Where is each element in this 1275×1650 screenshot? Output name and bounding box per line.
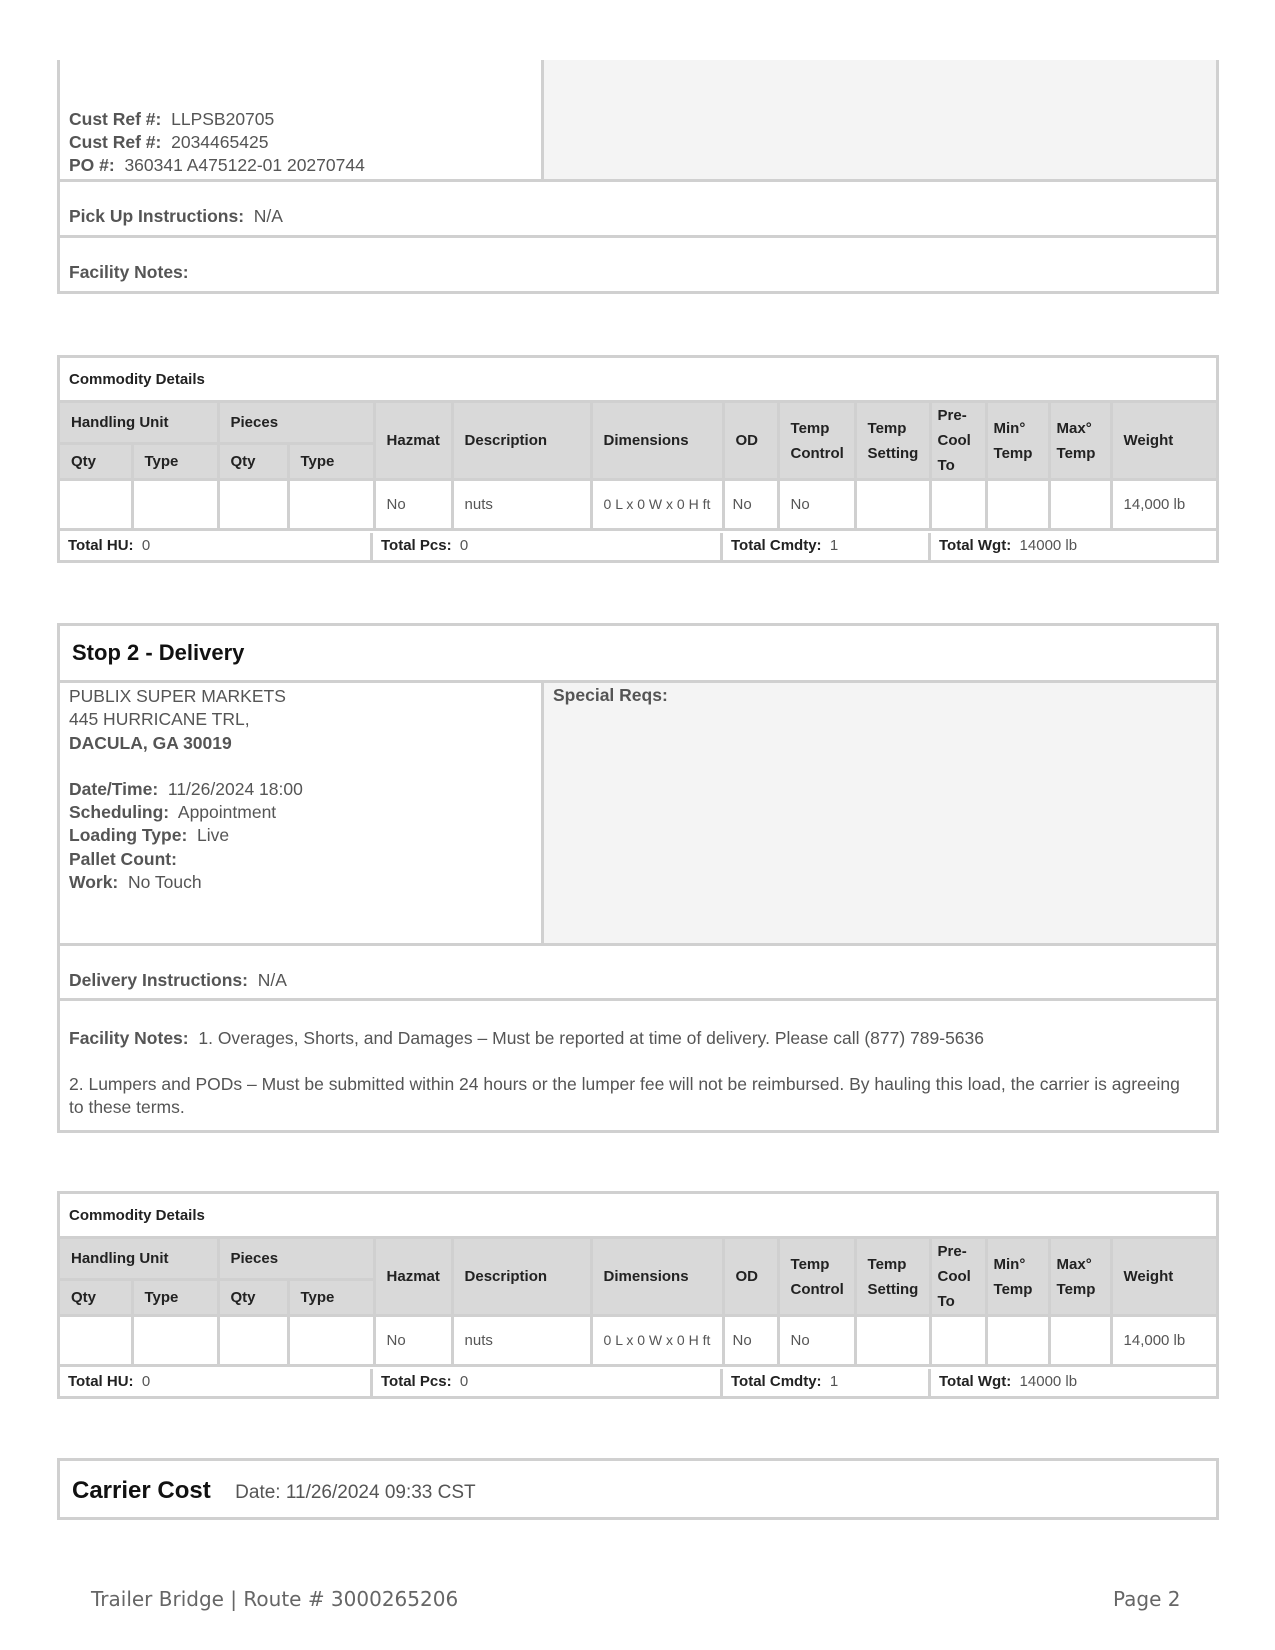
stop-2-section (57, 623, 1219, 1133)
commodity-title: Commodity Details (60, 358, 1216, 403)
facility-name: PUBLIX SUPER MARKETS (69, 686, 286, 706)
header-pcs-qty: Qty (218, 444, 288, 480)
header-min-temp: Min° Temp (986, 403, 1049, 480)
cell-weight: 14,000 lb (1111, 480, 1216, 530)
cell-temp-control: No (778, 1316, 855, 1366)
header-pre-cool: Pre-Cool To (930, 403, 986, 480)
cell-temp-control: No (778, 480, 855, 530)
total-hu: Total HU: 0 (68, 1373, 151, 1390)
header-pcs-type: Type (288, 444, 374, 480)
header-hu-qty: Qty (60, 444, 132, 480)
header-pcs-type: Type (288, 1280, 374, 1316)
total-pcs: Total Pcs: 0 (370, 1369, 720, 1396)
table-row (60, 480, 1216, 530)
header-max-temp: Max° Temp (1049, 403, 1111, 480)
header-hu-type: Type (132, 444, 218, 480)
cell-weight: 14,000 lb (1111, 1316, 1216, 1366)
cell-pcs-type (288, 1316, 374, 1366)
facility-note-1: Facility Notes: 1. Overages, Shorts, and Damages – Must be reported at time of delivery. Please call (877) 789-5636 (69, 1028, 985, 1048)
header-dimensions: Dimensions (591, 403, 723, 480)
commodity-details-2 (57, 1191, 1219, 1399)
header-dimensions: Dimensions (591, 1239, 723, 1316)
stop-1-section (57, 60, 1219, 294)
header-hazmat: Hazmat (374, 403, 452, 480)
commodity-title: Commodity Details (60, 1194, 1216, 1239)
cell-hu-type (132, 480, 218, 530)
cell-description: nuts (452, 1316, 591, 1366)
delivery-address-block (60, 683, 544, 946)
facility-notes: Facility Notes: (69, 262, 189, 282)
special-reqs-panel (544, 60, 1216, 179)
header-od: OD (723, 1239, 778, 1316)
total-wgt: Total Wgt: 14000 lb (928, 533, 1216, 560)
footer-route: Trailer Bridge | Route # 3000265206 (91, 1587, 459, 1611)
header-od: OD (723, 403, 778, 480)
total-hu: Total HU: 0 (68, 537, 151, 554)
header-hu-qty: Qty (60, 1280, 132, 1316)
commodity-details-1 (57, 355, 1219, 563)
city-state-zip: DACULA, GA 30019 (69, 732, 232, 753)
special-reqs-label: Special Reqs: (553, 685, 668, 705)
cell-od: No (723, 1316, 778, 1366)
cell-max-temp (1049, 1316, 1111, 1366)
po-number: PO #: 360341 A475122-01 20270744 (69, 155, 365, 175)
header-handling-unit: Handling Unit (60, 1239, 218, 1280)
header-hu-type: Type (132, 1280, 218, 1316)
cell-pre-cool (930, 480, 986, 530)
header-min-temp: Min° Temp (986, 1239, 1049, 1316)
commodity-totals (60, 533, 1216, 560)
cell-hazmat: No (374, 1316, 452, 1366)
date-time: Date/Time: 11/26/2024 18:00 (69, 778, 303, 799)
header-max-temp: Max° Temp (1049, 1239, 1111, 1316)
total-cmdty: Total Cmdty: 1 (720, 533, 928, 560)
cell-description: nuts (452, 480, 591, 530)
stop-2-title: Stop 2 - Delivery (60, 626, 1216, 683)
street-address: 445 HURRICANE TRL, (69, 709, 250, 730)
cell-hazmat: No (374, 480, 452, 530)
header-handling-unit: Handling Unit (60, 403, 218, 444)
cell-hu-qty (60, 1316, 132, 1366)
scheduling: Scheduling: Appointment (69, 802, 277, 823)
cell-min-temp (986, 480, 1049, 530)
cell-pcs-qty (218, 480, 288, 530)
header-weight: Weight (1111, 403, 1216, 480)
cust-ref-1: Cust Ref #: LLPSB20705 (69, 109, 275, 129)
total-pcs: Total Pcs: 0 (370, 533, 720, 560)
total-wgt: Total Wgt: 14000 lb (928, 1369, 1216, 1396)
special-reqs-panel (544, 683, 1216, 946)
pallet-count: Pallet Count: (69, 848, 177, 869)
table-row (60, 1316, 1216, 1366)
work: Work: No Touch (69, 872, 202, 893)
cell-temp-setting (855, 1316, 930, 1366)
header-pieces: Pieces (218, 1239, 374, 1280)
cell-dimensions: 0 L x 0 W x 0 H ft (591, 480, 723, 530)
header-hazmat: Hazmat (374, 1239, 452, 1316)
cell-dimensions: 0 L x 0 W x 0 H ft (591, 1316, 723, 1366)
facility-notes-row (60, 238, 1216, 291)
header-description: Description (452, 1239, 591, 1316)
cell-min-temp (986, 1316, 1049, 1366)
facility-note-2: 2. Lumpers and PODs – Must be submitted within 24 hours or the lumper fee will not be reimbursed. By hauling this load, the carrier is agreeing to these terms. (69, 1074, 1180, 1117)
commodity-totals (60, 1369, 1216, 1396)
header-pieces: Pieces (218, 403, 374, 444)
pickup-instructions: Pick Up Instructions: N/A (69, 206, 283, 226)
commodity-table (60, 1239, 1216, 1367)
header-temp-setting: Temp Setting (855, 403, 930, 480)
header-temp-control: Temp Control (778, 403, 855, 480)
cell-pcs-qty (218, 1316, 288, 1366)
cell-hu-qty (60, 480, 132, 530)
carrier-cost-section (57, 1458, 1219, 1520)
cell-hu-type (132, 1316, 218, 1366)
header-weight: Weight (1111, 1239, 1216, 1316)
carrier-cost-title: Carrier Cost (72, 1477, 211, 1504)
stop-1-info-row (60, 60, 1216, 182)
delivery-facility-notes (60, 1001, 1216, 1142)
carrier-cost-date: Date: 11/26/2024 09:33 CST (235, 1482, 476, 1503)
cell-od: No (723, 480, 778, 530)
header-pre-cool: Pre-Cool To (930, 1239, 986, 1316)
cell-max-temp (1049, 480, 1111, 530)
header-temp-setting: Temp Setting (855, 1239, 930, 1316)
total-cmdty: Total Cmdty: 1 (720, 1369, 928, 1396)
cell-temp-setting (855, 480, 930, 530)
footer-page-number: Page 2 (1113, 1587, 1181, 1611)
commodity-table (60, 403, 1216, 531)
pickup-instructions-row (60, 182, 1216, 238)
header-description: Description (452, 403, 591, 480)
header-temp-control: Temp Control (778, 1239, 855, 1316)
reference-block (60, 60, 544, 179)
cell-pcs-type (288, 480, 374, 530)
delivery-instructions: Delivery Instructions: N/A (60, 946, 1216, 1001)
header-pcs-qty: Qty (218, 1280, 288, 1316)
loading-type: Loading Type: Live (69, 825, 230, 846)
cell-pre-cool (930, 1316, 986, 1366)
cust-ref-2: Cust Ref #: 2034465425 (69, 132, 269, 152)
